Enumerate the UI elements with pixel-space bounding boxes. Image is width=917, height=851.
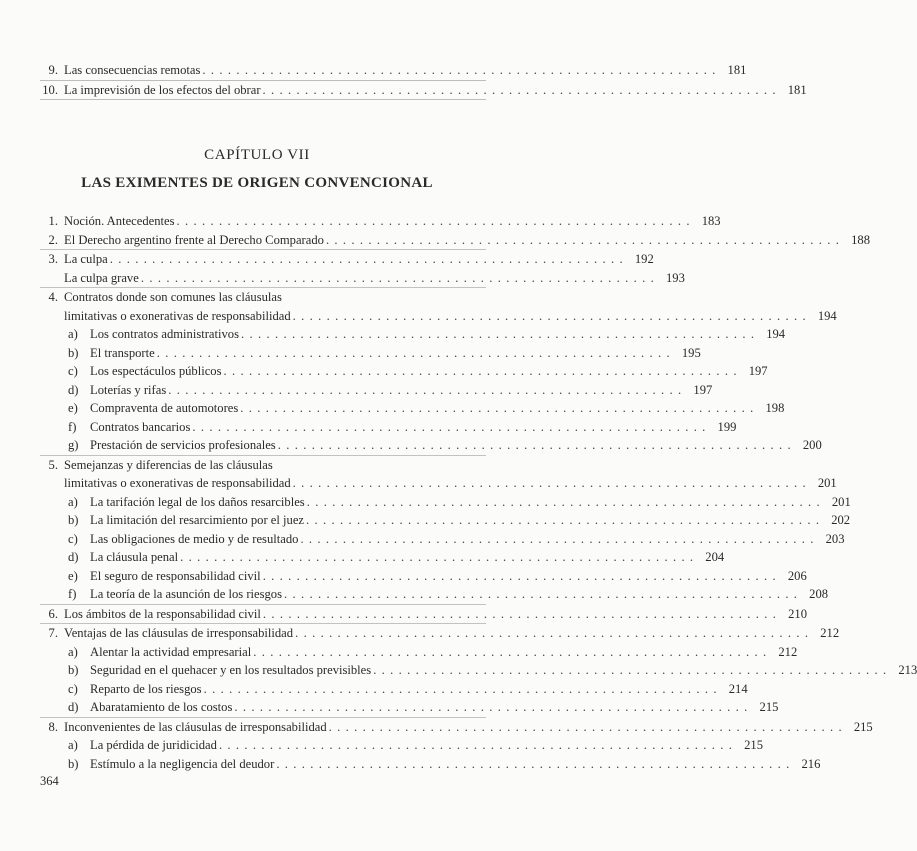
dot-leader: . . . . . . . . . . . . . . . . . . . . . . . . . . . . . . . . . . . . . . . . . . . . . . . . . . . . . . . . . . . . .: [373, 663, 888, 677]
entry-page: 188: [851, 232, 870, 247]
entry-page: 215: [759, 700, 779, 714]
page-number: 364: [40, 774, 59, 788]
entry-page: 206: [787, 568, 807, 583]
entry-page: 201: [831, 494, 851, 509]
dot-leader: . . . . . . . . . . . . . . . . . . . . . . . . . . . . . . . . . . . . . . . . . . . . . . . . . . . . . . . . . . . . .: [262, 568, 777, 583]
entry-title: Contratos donde son comunes las cláusulas: [64, 290, 282, 304]
entry-title: Compraventa de automotores: [90, 401, 239, 415]
dot-leader: . . . . . . . . . . . . . . . . . . . . . . . . . . . . . . . . . . . . . . . . . . . . . . . . . . . . . . . . . . . . .: [202, 63, 717, 77]
entry-number: 6.: [48, 606, 58, 621]
dot-leader: . . . . . . . . . . . . . . . . . . . . . . . . . . . . . . . . . . . . . . . . . . . . . . . . . . . . . . . . . . . . .: [156, 345, 671, 360]
entry-number: 4.: [48, 290, 58, 304]
toc-previous-chapter: [40, 61, 807, 100]
dot-leader: . . . . . . . . . . . . . . . . . . . . . . . . . . . . . . . . . . . . . . . . . . . . . . . . . . . . . . . . . . . . .: [218, 738, 733, 752]
entry-page: 202: [831, 513, 851, 527]
toc-subentry: [40, 381, 713, 400]
toc-subentry: [40, 548, 725, 567]
dot-leader: . . . . . . . . . . . . . . . . . . . . . . . . . . . . . . . . . . . . . . . . . . . . . . . . . . . . . . . . . . . . .: [325, 232, 840, 247]
entry-letter: a): [68, 327, 78, 341]
entry-number: 2.: [48, 232, 58, 247]
dot-leader: . . . . . . . . . . . . . . . . . . . . . . . . . . . . . . . . . . . . . . . . . . . . . . . . . . . . . . . . . . . . .: [306, 513, 821, 527]
entry-number: 10.: [42, 82, 58, 97]
toc-entry: [40, 81, 807, 100]
entry-page: 183: [701, 214, 721, 228]
toc-entry: [40, 269, 685, 288]
entry-title: Alentar la actividad empresarial: [90, 644, 252, 659]
entry-title: La pérdida de juridicidad: [90, 738, 217, 752]
entry-page: 203: [825, 531, 845, 546]
dot-leader: . . . . . . . . . . . . . . . . . . . . . . . . . . . . . . . . . . . . . . . . . . . . . . . . . . . . . . . . . . . . .: [192, 419, 707, 434]
dot-leader: . . . . . . . . . . . . . . . . . . . . . . . . . . . . . . . . . . . . . . . . . . . . . . . . . . . . . . . . . . . . .: [241, 327, 756, 341]
entry-number: 7.: [48, 626, 58, 640]
entry-title: Los ámbitos de la responsabilidad civil: [64, 606, 261, 621]
entry-letter: c): [68, 531, 78, 546]
entry-title: Los espectáculos públicos: [90, 364, 222, 378]
entry-page: 216: [801, 756, 821, 771]
entry-page: 212: [778, 644, 798, 659]
entry-letter: a): [68, 738, 78, 752]
dot-leader: . . . . . . . . . . . . . . . . . . . . . . . . . . . . . . . . . . . . . . . . . . . . . . . . . . . . . . . . . . . . .: [276, 756, 791, 771]
entry-letter: c): [68, 364, 78, 378]
toc-entry: [40, 474, 837, 493]
toc-subentry: [40, 680, 748, 699]
entry-page: 210: [788, 606, 807, 621]
entry-title: Las obligaciones de medio y de resultado: [90, 531, 299, 546]
entry-page: 201: [817, 476, 837, 490]
dot-leader: . . . . . . . . . . . . . . . . . . . . . . . . . . . . . . . . . . . . . . . . . . . . . . . . . . . . . . . . . . . . .: [306, 494, 821, 509]
entry-letter: b): [68, 345, 79, 360]
dot-leader: . . . . . . . . . . . . . . . . . . . . . . . . . . . . . . . . . . . . . . . . . . . . . . . . . . . . . . . . . . . . .: [295, 626, 810, 640]
dot-leader: . . . . . . . . . . . . . . . . . . . . . . . . . . . . . . . . . . . . . . . . . . . . . . . . . . . . . . . . . . . . .: [176, 214, 691, 228]
toc-subentry: [40, 530, 845, 549]
toc-subentry: [40, 344, 701, 363]
entry-page: 212: [820, 626, 840, 640]
entry-letter: f): [68, 587, 77, 601]
dot-leader: . . . . . . . . . . . . . . . . . . . . . . . . . . . . . . . . . . . . . . . . . . . . . . . . . . . . . . . . . . . . .: [168, 382, 683, 397]
entry-page: 213: [898, 663, 917, 677]
entry-letter: b): [68, 663, 79, 677]
entry-letter: e): [68, 401, 78, 415]
entry-page: 197: [693, 382, 713, 397]
entry-page: 193: [666, 270, 685, 285]
entry-title: La tarifación legal de los daños resarcibles: [90, 494, 305, 509]
toc-entry-line: [40, 288, 486, 307]
toc-subentry: [40, 325, 786, 344]
entry-title: El seguro de responsabilidad civil: [90, 568, 261, 583]
entry-number: 1.: [48, 214, 58, 228]
entry-number: 8.: [48, 719, 58, 734]
entry-page: 208: [809, 587, 829, 601]
dot-leader: . . . . . . . . . . . . . . . . . . . . . . . . . . . . . . . . . . . . . . . . . . . . . . . . . . . . . . . . . . . . .: [109, 252, 624, 266]
entry-letter: g): [68, 438, 79, 452]
entry-title: Semejanzas y diferencias de las cláusulas: [64, 457, 273, 472]
chapter-title: LAS EXIMENTES DE ORIGEN CONVENCIONAL: [81, 175, 433, 191]
toc-subentry: [40, 362, 768, 381]
entry-page: 215: [744, 738, 763, 752]
entry-title: Seguridad en el quehacer y en los resultados previsibles: [90, 663, 372, 677]
entry-page: 195: [681, 345, 701, 360]
entry-letter: d): [68, 700, 79, 714]
toc-subentry: [40, 755, 821, 774]
entry-title: La culpa: [64, 252, 108, 266]
dot-leader: . . . . . . . . . . . . . . . . . . . . . . . . . . . . . . . . . . . . . . . . . . . . . . . . . . . . . . . . . . . . .: [277, 438, 792, 452]
entry-page: 214: [728, 681, 748, 696]
toc-entry: [40, 307, 837, 326]
entry-title: El transporte: [90, 345, 155, 360]
dot-leader: . . . . . . . . . . . . . . . . . . . . . . . . . . . . . . . . . . . . . . . . . . . . . . . . . . . . . . . . . . . . .: [240, 401, 755, 415]
entry-title: Reparto de los riesgos: [90, 681, 202, 696]
entry-page: 204: [705, 550, 725, 564]
entry-page: 215: [853, 719, 873, 734]
entry-title: Los contratos administrativos: [90, 327, 240, 341]
entry-page: 198: [765, 401, 785, 415]
entry-letter: d): [68, 382, 79, 397]
entry-title-continuation: limitativas o exonerativas de responsabilidad: [64, 476, 291, 490]
entry-title: Contratos bancarios: [90, 419, 191, 434]
entry-title: Ventajas de las cláusulas de irresponsabilidad: [64, 626, 294, 640]
entry-page: 197: [748, 364, 768, 378]
row-divider: [40, 99, 486, 100]
entry-number: 9.: [48, 63, 58, 77]
entry-title: La limitación del resarcimiento por el juez: [90, 513, 305, 527]
entry-letter: b): [68, 756, 79, 771]
entry-letter: c): [68, 681, 78, 696]
dot-leader: . . . . . . . . . . . . . . . . . . . . . . . . . . . . . . . . . . . . . . . . . . . . . . . . . . . . . . . . . . . . .: [328, 719, 843, 734]
entry-page: 192: [634, 252, 654, 266]
entry-page: 194: [817, 308, 837, 323]
dot-leader: . . . . . . . . . . . . . . . . . . . . . . . . . . . . . . . . . . . . . . . . . . . . . . . . . . . . . . . . . . . . .: [253, 644, 768, 659]
toc-subentry: [40, 698, 779, 717]
entry-letter: f): [68, 419, 77, 434]
entry-title: Noción. Antecedentes: [64, 214, 175, 228]
entry-title: Estímulo a la negligencia del deudor: [90, 756, 275, 771]
toc-entry: [40, 250, 654, 269]
entry-page: 181: [727, 63, 747, 77]
entry-title: La cláusula penal: [90, 550, 179, 564]
entry-title: El Derecho argentino frente al Derecho Comparado: [64, 232, 324, 247]
dot-leader: . . . . . . . . . . . . . . . . . . . . . . . . . . . . . . . . . . . . . . . . . . . . . . . . . . . . . . . . . . . . .: [262, 606, 777, 621]
chapter-label: CAPÍTULO VII: [204, 147, 310, 163]
dot-leader: . . . . . . . . . . . . . . . . . . . . . . . . . . . . . . . . . . . . . . . . . . . . . . . . . . . . . . . . . . . . .: [140, 270, 655, 285]
entry-title: Prestación de servicios profesionales: [90, 438, 276, 452]
dot-leader: . . . . . . . . . . . . . . . . . . . . . . . . . . . . . . . . . . . . . . . . . . . . . . . . . . . . . . . . . . . . .: [223, 364, 738, 378]
table-of-contents: [40, 212, 917, 773]
toc-entry: [40, 624, 840, 643]
toc-subentry: [40, 661, 917, 680]
toc-entry: [40, 718, 873, 737]
toc-entry: [40, 231, 870, 250]
entry-number: 5.: [48, 457, 58, 472]
entry-title: La teoría de la asunción de los riesgos: [90, 587, 282, 601]
entry-title: Abaratamiento de los costos: [90, 700, 233, 714]
toc-subentry: [40, 399, 785, 418]
toc-subentry: [40, 567, 807, 586]
entry-title: Inconvenientes de las cláusulas de irresponsabilidad: [64, 719, 327, 734]
toc-entry: [40, 212, 721, 231]
entry-title: La imprevisión de los efectos del obrar: [64, 82, 261, 97]
entry-page: 200: [802, 438, 822, 452]
entry-number: 3.: [48, 252, 58, 266]
dot-leader: . . . . . . . . . . . . . . . . . . . . . . . . . . . . . . . . . . . . . . . . . . . . . . . . . . . . . . . . . . . . .: [262, 82, 777, 97]
toc-entry: [40, 61, 747, 80]
dot-leader: . . . . . . . . . . . . . . . . . . . . . . . . . . . . . . . . . . . . . . . . . . . . . . . . . . . . . . . . . . . . .: [234, 700, 749, 714]
toc-subentry: [40, 511, 851, 530]
entry-page: 181: [787, 82, 807, 97]
entry-letter: b): [68, 513, 79, 527]
entry-page: 194: [766, 327, 786, 341]
entry-title: Loterías y rifas: [90, 382, 167, 397]
entry-letter: a): [68, 494, 78, 509]
toc-subentry: [40, 418, 737, 437]
dot-leader: . . . . . . . . . . . . . . . . . . . . . . . . . . . . . . . . . . . . . . . . . . . . . . . . . . . . . . . . . . . . .: [180, 550, 695, 564]
entry-page: 199: [717, 419, 737, 434]
entry-title: Las consecuencias remotas: [64, 63, 201, 77]
dot-leader: . . . . . . . . . . . . . . . . . . . . . . . . . . . . . . . . . . . . . . . . . . . . . . . . . . . . . . . . . . . . .: [292, 476, 807, 490]
entry-title-continuation: limitativas o exonerativas de responsabilidad: [64, 308, 291, 323]
toc-subentry: [40, 736, 763, 755]
entry-letter: a): [68, 644, 78, 659]
toc-subentry: [40, 493, 851, 512]
toc-subentry: [40, 585, 829, 604]
dot-leader: . . . . . . . . . . . . . . . . . . . . . . . . . . . . . . . . . . . . . . . . . . . . . . . . . . . . . . . . . . . . .: [284, 587, 799, 601]
entry-title: La culpa grave: [64, 270, 139, 285]
dot-leader: . . . . . . . . . . . . . . . . . . . . . . . . . . . . . . . . . . . . . . . . . . . . . . . . . . . . . . . . . . . . .: [203, 681, 718, 696]
entry-letter: e): [68, 568, 78, 583]
toc-subentry: [40, 643, 798, 662]
toc-entry-line: [40, 456, 486, 475]
dot-leader: . . . . . . . . . . . . . . . . . . . . . . . . . . . . . . . . . . . . . . . . . . . . . . . . . . . . . . . . . . . . .: [300, 531, 815, 546]
dot-leader: . . . . . . . . . . . . . . . . . . . . . . . . . . . . . . . . . . . . . . . . . . . . . . . . . . . . . . . . . . . . .: [292, 308, 807, 323]
entry-letter: d): [68, 550, 79, 564]
toc-entry: [40, 605, 807, 624]
toc-subentry: [40, 436, 822, 455]
